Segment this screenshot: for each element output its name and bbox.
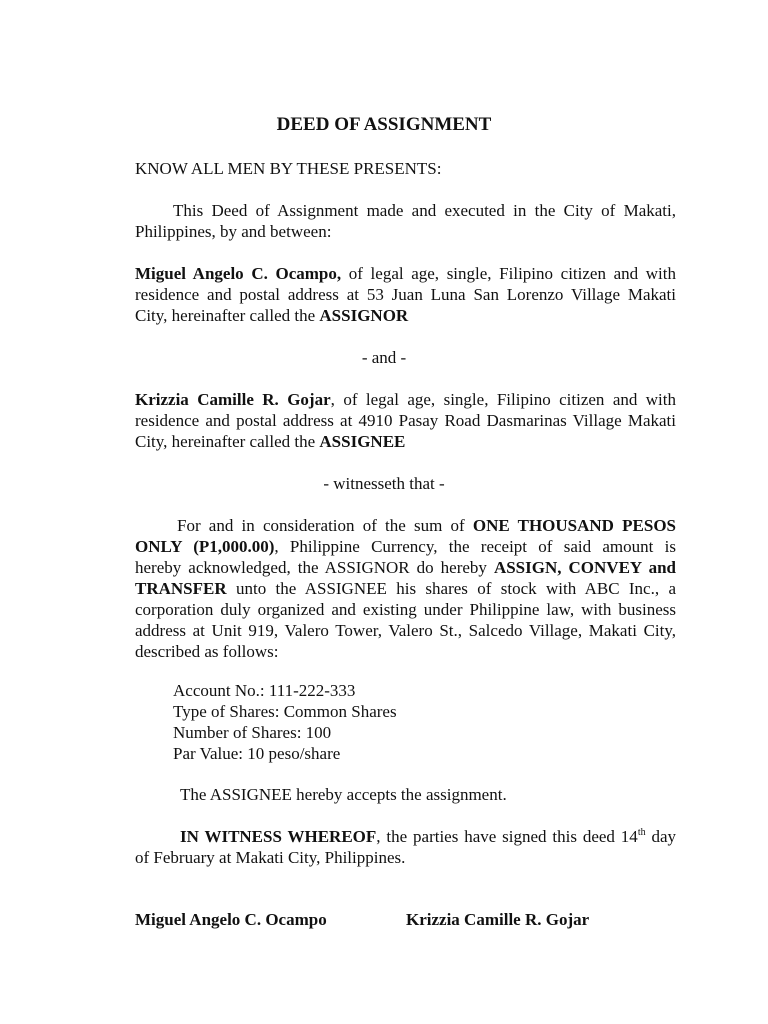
share-detail-type: Type of Shares: Common Shares [173, 702, 397, 721]
share-detail-par-value: Par Value: 10 peso/share [173, 744, 341, 763]
assignee-role: ASSIGNEE [319, 432, 406, 451]
consideration-line-5: corporation duly organized and existing under Philippine law, with business [135, 600, 676, 619]
share-detail-account: Account No.: 111-222-333 [173, 681, 356, 700]
assignor-line-3: City, hereinafter called the ASSIGNOR [135, 306, 409, 325]
signatory-assignor: Miguel Angelo C. Ocampo [135, 910, 327, 929]
consideration-line-2: ONLY (P1,000.00), Philippine Currency, the receipt of said amount is [135, 537, 676, 556]
consideration-line-4: TRANSFER unto the ASSIGNEE his shares of stock with ABC Inc., a [135, 579, 676, 598]
acceptance-statement: The ASSIGNEE hereby accepts the assignment. [180, 785, 507, 804]
assignor-line-2: residence and postal address at 53 Juan Luna San Lorenzo Village Makati [135, 285, 676, 304]
assignor-line-1: Miguel Angelo C. Ocampo, of legal age, single, Filipino citizen and with [135, 264, 676, 283]
assignee-line-3: City, hereinafter called the ASSIGNEE [135, 432, 406, 451]
assignee-line-1: Krizzia Camille R. Gojar, of legal age, single, Filipino citizen and with [135, 390, 676, 409]
assignor-role: ASSIGNOR [319, 306, 409, 325]
assignee-line-2: residence and postal address at 4910 Pasay Road Dasmarinas Village Makati [135, 411, 676, 430]
consideration-line-6: address at Unit 919, Valero Tower, Valero St., Salcedo Village, Makati City, [135, 621, 676, 640]
witness-line-2: of February at Makati City, Philippines. [135, 848, 406, 867]
assignor-name: Miguel Angelo C. Ocampo, [135, 264, 342, 283]
document-title: DEED OF ASSIGNMENT [276, 114, 492, 135]
preamble: KNOW ALL MEN BY THESE PRESENTS: [135, 159, 442, 178]
witnesseth-separator: - witnesseth that - [323, 474, 445, 493]
consideration-line-3: hereby acknowledged, the ASSIGNOR do hereby ASSIGN, CONVEY and [135, 558, 676, 577]
assignee-name: Krizzia Camille R. Gojar [135, 390, 331, 409]
witness-line-1: IN WITNESS WHEREOF, the parties have signed this deed 14th day [180, 827, 677, 846]
share-detail-number: Number of Shares: 100 [173, 723, 332, 742]
and-separator: - and - [361, 348, 407, 367]
consideration-line-1: For and in consideration of the sum of ONE THOUSAND PESOS [177, 516, 676, 535]
intro-line-2: Philippines, by and between: [135, 222, 332, 241]
intro-line-1: This Deed of Assignment made and executed in the City of Makati, [173, 201, 676, 220]
consideration-line-7: described as follows: [135, 642, 279, 661]
signatory-assignee: Krizzia Camille R. Gojar [406, 910, 590, 929]
